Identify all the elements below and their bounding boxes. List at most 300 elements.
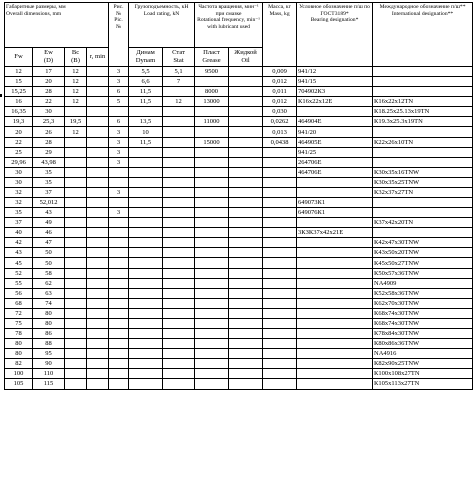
cell-fw: 78 xyxy=(5,329,33,339)
cell-mass xyxy=(263,157,297,167)
cell-designation xyxy=(297,238,373,248)
cell-bc xyxy=(65,187,87,197)
cell-oil xyxy=(229,329,263,339)
cell-figure xyxy=(109,308,129,318)
cell-dynamic xyxy=(129,359,163,369)
cell-figure xyxy=(109,167,129,177)
header-static: Стат Stat xyxy=(163,48,195,67)
cell-bc xyxy=(65,308,87,318)
cell-figure: 5 xyxy=(109,97,129,107)
cell-designation xyxy=(297,379,373,389)
cell-r xyxy=(87,87,109,97)
cell-mass xyxy=(263,208,297,218)
table-row xyxy=(5,67,473,77)
cell-figure: 3 xyxy=(109,127,129,137)
cell-ew: 17 xyxy=(33,67,65,77)
cell-static xyxy=(163,288,195,298)
cell-r xyxy=(87,187,109,197)
table-row xyxy=(5,318,473,328)
cell-bc xyxy=(65,147,87,157)
cell-figure xyxy=(109,379,129,389)
cell-designation: 941/25 xyxy=(297,147,373,157)
table-header xyxy=(5,3,473,67)
cell-bc xyxy=(65,258,87,268)
cell-grease xyxy=(195,318,229,328)
cell-grease xyxy=(195,369,229,379)
table-body xyxy=(5,67,473,390)
cell-bc xyxy=(65,298,87,308)
cell-static xyxy=(163,228,195,238)
cell-ew: 43 xyxy=(33,208,65,218)
cell-mass xyxy=(263,379,297,389)
cell-intl xyxy=(373,228,473,238)
cell-static xyxy=(163,339,195,349)
cell-oil xyxy=(229,177,263,187)
cell-r xyxy=(87,238,109,248)
cell-dynamic: 11,5 xyxy=(129,87,163,97)
header-figure: Рис. № Pic. № xyxy=(109,3,129,67)
cell-mass xyxy=(263,228,297,238)
cell-ew: 58 xyxy=(33,268,65,278)
cell-dynamic xyxy=(129,167,163,177)
cell-designation: 941/20 xyxy=(297,127,373,137)
header-fw: Fw xyxy=(5,48,33,67)
table-row xyxy=(5,288,473,298)
cell-mass: 0,009 xyxy=(263,67,297,77)
cell-fw: 80 xyxy=(5,349,33,359)
cell-r xyxy=(87,318,109,328)
cell-intl: К62х70х30TNW xyxy=(373,298,473,308)
cell-figure: 3 xyxy=(109,157,129,167)
cell-mass: 0,013 xyxy=(263,127,297,137)
cell-ew: 46 xyxy=(33,228,65,238)
cell-figure xyxy=(109,329,129,339)
header-international-designation: Международное обозначение п/ш** International designation** xyxy=(373,3,473,67)
cell-r xyxy=(87,107,109,117)
cell-oil xyxy=(229,359,263,369)
cell-intl: К37х42х20TN xyxy=(373,218,473,228)
cell-mass xyxy=(263,359,297,369)
cell-bc: 12 xyxy=(65,127,87,137)
cell-ew: 49 xyxy=(33,218,65,228)
cell-oil xyxy=(229,298,263,308)
cell-fw: 16 xyxy=(5,97,33,107)
cell-ew: 30 xyxy=(33,107,65,117)
cell-dynamic: 13,5 xyxy=(129,117,163,127)
cell-figure xyxy=(109,238,129,248)
cell-fw: 35 xyxy=(5,208,33,218)
cell-oil xyxy=(229,127,263,137)
cell-oil xyxy=(229,77,263,87)
cell-r xyxy=(87,248,109,258)
cell-intl: К43х50х20TNW xyxy=(373,248,473,258)
cell-bc xyxy=(65,268,87,278)
cell-fw: 68 xyxy=(5,298,33,308)
cell-fw: 56 xyxy=(5,288,33,298)
header-dimensions-text: Габаритные размеры, мм Overall dimensions, mm xyxy=(6,4,66,17)
table-row xyxy=(5,167,473,177)
cell-ew: 80 xyxy=(33,318,65,328)
cell-designation xyxy=(297,248,373,258)
cell-dynamic xyxy=(129,369,163,379)
cell-fw: 30 xyxy=(5,177,33,187)
cell-grease: 11000 xyxy=(195,117,229,127)
cell-r xyxy=(87,177,109,187)
cell-static xyxy=(163,329,195,339)
cell-fw: 55 xyxy=(5,278,33,288)
cell-intl: К22х26х10TN xyxy=(373,137,473,147)
cell-r xyxy=(87,198,109,208)
cell-grease: 9500 xyxy=(195,67,229,77)
cell-figure xyxy=(109,278,129,288)
cell-ew: 88 xyxy=(33,339,65,349)
cell-dynamic xyxy=(129,147,163,157)
cell-figure: 6 xyxy=(109,117,129,127)
cell-r xyxy=(87,268,109,278)
cell-fw: 25 xyxy=(5,147,33,157)
cell-r xyxy=(87,208,109,218)
cell-oil xyxy=(229,258,263,268)
cell-oil xyxy=(229,248,263,258)
cell-designation xyxy=(297,177,373,187)
cell-intl xyxy=(373,67,473,77)
cell-grease xyxy=(195,77,229,87)
table-row xyxy=(5,177,473,187)
cell-grease xyxy=(195,127,229,137)
cell-oil xyxy=(229,228,263,238)
cell-oil xyxy=(229,349,263,359)
cell-grease: 8000 xyxy=(195,87,229,97)
cell-intl: К52х58х36TNW xyxy=(373,288,473,298)
cell-r xyxy=(87,127,109,137)
cell-fw: 45 xyxy=(5,258,33,268)
cell-r xyxy=(87,359,109,369)
cell-designation xyxy=(297,359,373,369)
cell-dynamic xyxy=(129,298,163,308)
cell-mass xyxy=(263,278,297,288)
cell-bc xyxy=(65,157,87,167)
cell-fw: 72 xyxy=(5,308,33,318)
cell-dynamic xyxy=(129,177,163,187)
cell-figure: 6 xyxy=(109,87,129,97)
cell-mass: 0,0262 xyxy=(263,117,297,127)
cell-static: 7 xyxy=(163,77,195,87)
cell-bc xyxy=(65,167,87,177)
cell-grease xyxy=(195,308,229,318)
cell-designation: 3КЗК37х42х21Е xyxy=(297,228,373,238)
cell-mass xyxy=(263,268,297,278)
cell-fw: 29,96 xyxy=(5,157,33,167)
cell-ew: 35 xyxy=(33,167,65,177)
cell-bc: 12 xyxy=(65,87,87,97)
cell-intl: К78х84х30TNW xyxy=(373,329,473,339)
cell-static: 12 xyxy=(163,97,195,107)
cell-figure: 3 xyxy=(109,77,129,87)
cell-grease xyxy=(195,208,229,218)
table-row xyxy=(5,258,473,268)
cell-figure xyxy=(109,198,129,208)
cell-intl: К16х22х12TN xyxy=(373,97,473,107)
cell-fw: 30 xyxy=(5,167,33,177)
cell-static xyxy=(163,318,195,328)
cell-intl: К30х35х16TNW xyxy=(373,167,473,177)
cell-oil xyxy=(229,167,263,177)
cell-bc xyxy=(65,218,87,228)
cell-figure xyxy=(109,268,129,278)
cell-static xyxy=(163,127,195,137)
cell-oil xyxy=(229,117,263,127)
cell-bc: 19,5 xyxy=(65,117,87,127)
table-row xyxy=(5,77,473,87)
table-row xyxy=(5,359,473,369)
cell-mass xyxy=(263,329,297,339)
cell-fw: 16,35 xyxy=(5,107,33,117)
cell-fw: 52 xyxy=(5,268,33,278)
cell-ew: 47 xyxy=(33,238,65,248)
cell-grease xyxy=(195,298,229,308)
cell-mass: 0,012 xyxy=(263,77,297,87)
cell-r xyxy=(87,288,109,298)
cell-intl: К68х74х30TNW xyxy=(373,308,473,318)
header-load-rating: Грузоподъемность, кН Load rating, kN xyxy=(129,3,195,48)
cell-static xyxy=(163,258,195,268)
cell-fw: 75 xyxy=(5,318,33,328)
cell-figure xyxy=(109,248,129,258)
cell-oil xyxy=(229,87,263,97)
cell-designation: 704902К3 xyxy=(297,87,373,97)
cell-ew: 20 xyxy=(33,77,65,87)
cell-intl: К42х47х30TNW xyxy=(373,238,473,248)
cell-figure xyxy=(109,298,129,308)
cell-static xyxy=(163,187,195,197)
cell-r xyxy=(87,218,109,228)
cell-designation: 464904E xyxy=(297,117,373,127)
cell-oil xyxy=(229,208,263,218)
cell-grease xyxy=(195,177,229,187)
cell-fw: 20 xyxy=(5,127,33,137)
cell-designation xyxy=(297,308,373,318)
cell-designation: 464905E xyxy=(297,137,373,147)
cell-mass xyxy=(263,349,297,359)
cell-bc xyxy=(65,278,87,288)
cell-ew: 74 xyxy=(33,298,65,308)
cell-designation: К16х22х12Е xyxy=(297,97,373,107)
cell-intl: К19.3х25.3х19TN xyxy=(373,117,473,127)
cell-mass: 0,011 xyxy=(263,87,297,97)
cell-grease xyxy=(195,198,229,208)
cell-grease xyxy=(195,339,229,349)
cell-mass xyxy=(263,167,297,177)
table-row xyxy=(5,208,473,218)
cell-bc xyxy=(65,339,87,349)
cell-oil xyxy=(229,339,263,349)
cell-dynamic xyxy=(129,258,163,268)
cell-designation xyxy=(297,268,373,278)
header-oil: Жидкой Oil xyxy=(229,48,263,67)
cell-static xyxy=(163,117,195,127)
cell-bc: 12 xyxy=(65,97,87,107)
cell-grease xyxy=(195,278,229,288)
cell-dynamic xyxy=(129,288,163,298)
cell-dynamic: 11,5 xyxy=(129,97,163,107)
cell-designation xyxy=(297,318,373,328)
table-row xyxy=(5,248,473,258)
cell-oil xyxy=(229,107,263,117)
cell-r xyxy=(87,147,109,157)
cell-designation xyxy=(297,187,373,197)
cell-oil xyxy=(229,379,263,389)
table-row xyxy=(5,107,473,117)
cell-grease: 13000 xyxy=(195,97,229,107)
cell-r xyxy=(87,349,109,359)
header-dimensions xyxy=(5,3,109,48)
cell-r xyxy=(87,308,109,318)
cell-intl: К32х37х27TN xyxy=(373,187,473,197)
header-bearing-designation: Условное обозначение п/ш по ГОСТ3189* Bearing designation* xyxy=(297,3,373,67)
cell-intl xyxy=(373,198,473,208)
cell-mass xyxy=(263,339,297,349)
cell-figure xyxy=(109,349,129,359)
header-dynamic: Динам Dynam xyxy=(129,48,163,67)
cell-static xyxy=(163,379,195,389)
table-row xyxy=(5,238,473,248)
cell-grease xyxy=(195,359,229,369)
cell-fw: 43 xyxy=(5,248,33,258)
cell-figure xyxy=(109,228,129,238)
cell-designation xyxy=(297,349,373,359)
cell-figure xyxy=(109,177,129,187)
cell-grease xyxy=(195,147,229,157)
cell-ew: 95 xyxy=(33,349,65,359)
cell-intl: К18.25х25.13х19TN xyxy=(373,107,473,117)
cell-intl xyxy=(373,147,473,157)
cell-mass: 0,0438 xyxy=(263,137,297,147)
cell-ew: 110 xyxy=(33,369,65,379)
table-row xyxy=(5,187,473,197)
cell-bc xyxy=(65,228,87,238)
cell-static xyxy=(163,218,195,228)
cell-grease xyxy=(195,288,229,298)
cell-bc xyxy=(65,329,87,339)
cell-oil xyxy=(229,187,263,197)
cell-oil xyxy=(229,369,263,379)
table-row xyxy=(5,117,473,127)
cell-grease xyxy=(195,268,229,278)
cell-grease xyxy=(195,329,229,339)
cell-intl: NA4909 xyxy=(373,278,473,288)
table-row xyxy=(5,137,473,147)
cell-static xyxy=(163,147,195,157)
cell-bc xyxy=(65,359,87,369)
cell-intl xyxy=(373,157,473,167)
cell-ew: 22 xyxy=(33,97,65,107)
cell-ew: 50 xyxy=(33,258,65,268)
cell-intl xyxy=(373,127,473,137)
cell-fw: 105 xyxy=(5,379,33,389)
cell-r xyxy=(87,298,109,308)
cell-designation xyxy=(297,369,373,379)
cell-ew: 43,98 xyxy=(33,157,65,167)
table-row xyxy=(5,157,473,167)
cell-intl: К68х74х30TNW xyxy=(373,318,473,328)
bearing-table-sheet xyxy=(4,2,472,390)
cell-designation xyxy=(297,218,373,228)
table-row xyxy=(5,349,473,359)
cell-intl: К45х50х27TNW xyxy=(373,258,473,268)
cell-dynamic xyxy=(129,208,163,218)
cell-static xyxy=(163,107,195,117)
cell-bc xyxy=(65,208,87,218)
cell-static xyxy=(163,349,195,359)
cell-static xyxy=(163,157,195,167)
cell-mass xyxy=(263,258,297,268)
cell-dynamic xyxy=(129,268,163,278)
cell-ew: 35 xyxy=(33,177,65,187)
cell-oil xyxy=(229,97,263,107)
cell-figure xyxy=(109,107,129,117)
cell-figure xyxy=(109,218,129,228)
cell-bc xyxy=(65,349,87,359)
cell-designation xyxy=(297,107,373,117)
cell-fw: 42 xyxy=(5,238,33,248)
cell-dynamic xyxy=(129,278,163,288)
cell-designation xyxy=(297,298,373,308)
table-row xyxy=(5,97,473,107)
cell-fw: 40 xyxy=(5,228,33,238)
cell-oil xyxy=(229,147,263,157)
cell-oil xyxy=(229,308,263,318)
cell-r xyxy=(87,157,109,167)
cell-mass xyxy=(263,288,297,298)
cell-ew: 28 xyxy=(33,137,65,147)
cell-dynamic xyxy=(129,329,163,339)
table-row xyxy=(5,127,473,137)
cell-bc xyxy=(65,318,87,328)
cell-grease xyxy=(195,379,229,389)
cell-designation xyxy=(297,258,373,268)
cell-figure: 3 xyxy=(109,208,129,218)
cell-fw: 37 xyxy=(5,218,33,228)
cell-dynamic xyxy=(129,379,163,389)
cell-r xyxy=(87,97,109,107)
cell-designation: 464706E xyxy=(297,167,373,177)
cell-grease xyxy=(195,238,229,248)
cell-static xyxy=(163,87,195,97)
cell-grease xyxy=(195,248,229,258)
cell-dynamic xyxy=(129,157,163,167)
cell-intl: К82х90х25TNW xyxy=(373,359,473,369)
cell-fw: 82 xyxy=(5,359,33,369)
table-row xyxy=(5,308,473,318)
cell-dynamic xyxy=(129,308,163,318)
cell-ew: 29 xyxy=(33,147,65,157)
cell-designation: 941/12 xyxy=(297,67,373,77)
cell-figure xyxy=(109,258,129,268)
cell-ew: 50 xyxy=(33,248,65,258)
cell-figure: 3 xyxy=(109,67,129,77)
cell-fw: 15 xyxy=(5,77,33,87)
cell-mass: 0,012 xyxy=(263,97,297,107)
cell-bc xyxy=(65,137,87,147)
cell-r xyxy=(87,329,109,339)
cell-ew: 52,012 xyxy=(33,198,65,208)
cell-r xyxy=(87,379,109,389)
cell-oil xyxy=(229,288,263,298)
cell-oil xyxy=(229,157,263,167)
bearing-specifications-table xyxy=(4,2,473,390)
cell-designation: 941/15 xyxy=(297,77,373,87)
cell-fw: 12 xyxy=(5,67,33,77)
